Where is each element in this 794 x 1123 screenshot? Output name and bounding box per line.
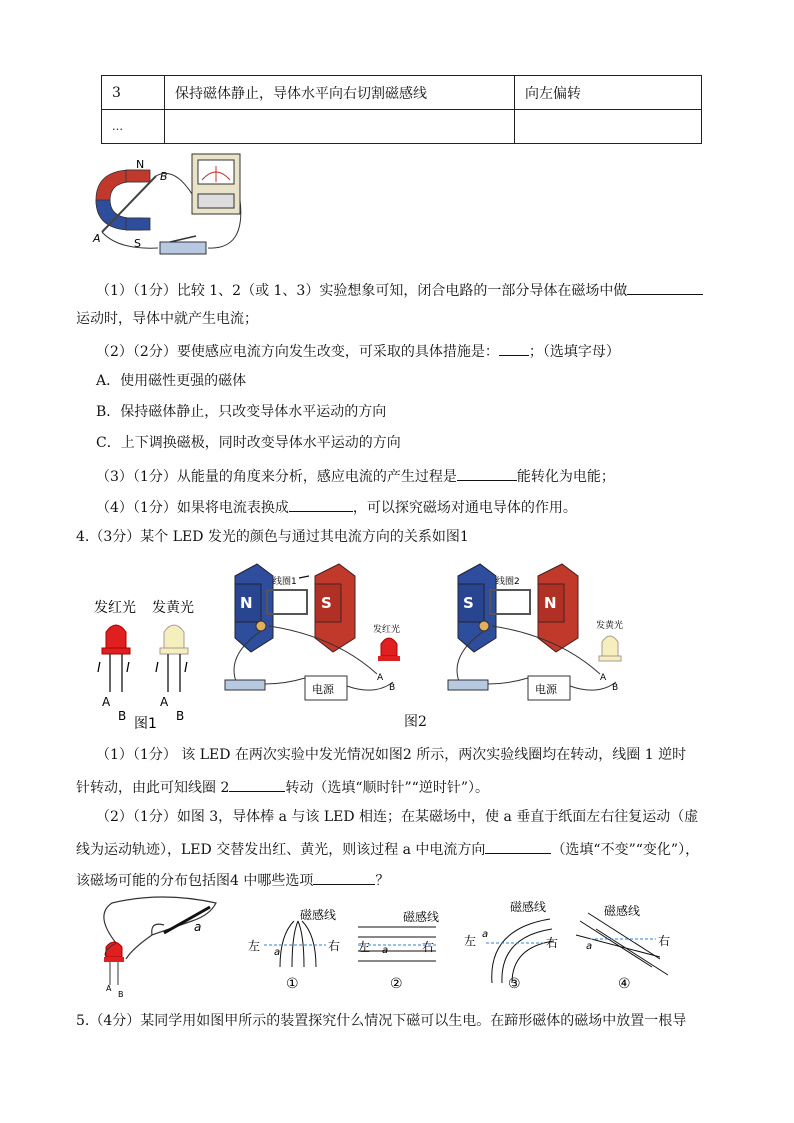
- right-label: 右: [546, 936, 559, 950]
- field-lines-label: 磁感线: [300, 908, 337, 922]
- figure-1-caption: 图1: [134, 716, 157, 732]
- pole-s-label: S: [134, 237, 141, 250]
- table-cell: 向左偏转: [515, 76, 702, 110]
- table-row: [102, 110, 702, 144]
- q3-part2-text: （2）（2分）要使感应电流方向发生改变，可采取的具体措施是：: [96, 344, 499, 360]
- option-c: C．上下调换磁极，同时改变导体水平运动的方向: [96, 435, 401, 451]
- figure-3: [92, 895, 222, 1000]
- right-label: 右: [328, 939, 341, 953]
- q3-part1: [96, 280, 703, 300]
- q4-part2-end: ？: [375, 873, 390, 889]
- current-i-label: I: [97, 661, 101, 676]
- pin-a-label: A: [600, 673, 607, 683]
- pin-b-label: B: [389, 683, 396, 693]
- end-b-label: B: [160, 170, 168, 183]
- left-label: 左: [358, 940, 371, 954]
- option-2-field: [358, 909, 439, 992]
- pin-a-label: A: [377, 673, 384, 683]
- q4-part2: （2）（1分）如图 3，导体棒 a 与该 LED 相连；在某磁场中，使 a 垂直于纸面左右往复运动（虚: [96, 809, 699, 825]
- figure-2-right: [438, 556, 638, 708]
- table-row: [102, 76, 702, 110]
- q4-part1-cont: [76, 777, 489, 797]
- pin-a-label: A: [106, 984, 112, 993]
- option-1-field: [248, 907, 340, 992]
- q5-title: 5.（4分）某同学用如图甲所示的装置探究什么情况下磁可以生电。在蹄形磁体的磁场中放置一根导: [76, 1013, 687, 1029]
- rod-a-label: a: [274, 947, 281, 958]
- rod-a-label: a: [586, 941, 593, 952]
- q3-part3-text: （3）（1分）从能量的角度来分析，感应电流的产生过程是: [96, 469, 457, 485]
- answer-blank[interactable]: [627, 280, 703, 295]
- q4-part2-cont: [76, 839, 699, 859]
- q3-part4: [96, 497, 577, 517]
- q3-part4-end: ，可以探究磁场对通电导体的作用。: [352, 500, 577, 516]
- rod-a-label: a: [482, 929, 489, 940]
- field-lines-label: 磁感线: [510, 900, 547, 914]
- option-4-field: [576, 903, 670, 992]
- q4-part2-mid: （选填“不变”“变化”），: [551, 842, 700, 858]
- coil-2-label: 线圈2: [496, 577, 520, 587]
- q4-part2-text: 线为运动轨迹），LED 交替发出红、黄光，则该过程 a 中电流方向: [76, 842, 486, 858]
- q3-part2-end: ；（选填字母）: [528, 344, 620, 360]
- option-number: ②: [390, 976, 403, 992]
- option-a: A．使用磁性更强的磁体: [96, 373, 247, 389]
- q3-part1-cont: 运动时，导体中就产生电流；: [76, 311, 258, 327]
- left-label: 左: [464, 934, 477, 948]
- yellow-light-label: 发黄光: [596, 621, 624, 631]
- end-a-label: A: [93, 232, 101, 245]
- experiment-figure: [88, 150, 248, 262]
- red-light-label: 发红光: [94, 600, 136, 616]
- pin-b-label: B: [176, 709, 185, 723]
- current-i-label: I: [155, 661, 159, 676]
- rod-a-label: a: [194, 920, 202, 934]
- option-number: ④: [618, 976, 631, 992]
- power-label: 电源: [535, 683, 557, 696]
- figure-2-caption: 图2: [404, 714, 427, 730]
- pole-n-label: N: [240, 594, 253, 612]
- pole-s-label: S: [321, 594, 332, 612]
- right-label: 右: [422, 940, 435, 954]
- q4-part1-end: 转动（选填“顺时针”“逆时针”）。: [285, 780, 489, 796]
- rod-a-label: a: [382, 945, 389, 956]
- current-i-label: I: [184, 661, 188, 676]
- figure-4: [240, 895, 680, 995]
- field-lines-label: 磁感线: [604, 904, 641, 918]
- right-label: 右: [658, 934, 671, 948]
- table-cell: [165, 110, 515, 144]
- answer-blank[interactable]: [499, 341, 529, 356]
- table-cell: …: [102, 110, 165, 144]
- pin-b-label: B: [118, 709, 127, 723]
- q4-part1-text: 针转动，由此可知线圈 2: [76, 780, 230, 796]
- pin-a-label: A: [102, 695, 111, 709]
- pole-n-label: N: [544, 594, 557, 612]
- pin-a-label: A: [160, 695, 169, 709]
- answer-blank[interactable]: [313, 870, 375, 885]
- pin-b-label: B: [118, 990, 124, 999]
- table-cell: [515, 110, 702, 144]
- yellow-light-label: 发黄光: [152, 600, 194, 616]
- pin-b-label: B: [612, 683, 619, 693]
- option-number: ③: [508, 976, 521, 992]
- left-label: 左: [248, 939, 261, 953]
- coil-1-label: 线圈1: [273, 577, 297, 587]
- answer-blank[interactable]: [289, 497, 353, 512]
- q4-part2-text2: 该磁场可能的分布包括图4 中哪些选项: [76, 873, 314, 889]
- table-cell: 保持磁体静止，导体水平向右切割磁感线: [165, 76, 515, 110]
- answer-blank[interactable]: [457, 466, 517, 481]
- power-label: 电源: [312, 683, 334, 696]
- option-number: ①: [286, 976, 299, 992]
- q3-part2: [96, 341, 620, 361]
- experiment-table: [101, 75, 702, 144]
- q3-part3-end: 能转化为电能；: [516, 469, 615, 485]
- red-light-label: 发红光: [373, 625, 401, 635]
- table-cell: 3: [102, 76, 165, 110]
- field-lines-label: 磁感线: [403, 910, 440, 924]
- current-i-label: I: [126, 661, 130, 676]
- q4-title: 4.（3分）某个 LED 发光的颜色与通过其电流方向的关系如图1: [76, 529, 469, 545]
- figure-1: [90, 596, 205, 736]
- figure-2-left: [215, 556, 415, 708]
- option-3-field: [464, 899, 558, 992]
- q3-part3: [96, 466, 615, 486]
- answer-blank[interactable]: [485, 839, 551, 854]
- q4-part1: （1）（1分） 该 LED 在两次实验中发光情况如图2 所示，两次实验线圈均在转动，线圈 1 逆时: [96, 747, 687, 763]
- pole-s-label: S: [463, 594, 474, 612]
- answer-blank[interactable]: [229, 777, 285, 792]
- q4-part2-cont2: [76, 870, 389, 890]
- q3-part4-text: （4）（1分）如果将电流表换成: [96, 500, 289, 516]
- q3-part1-text: （1）（1分）比较 1、2（或 1、3）实验想象可知，闭合电路的一部分导体在磁场中做: [96, 283, 628, 299]
- option-b: B．保持磁体静止，只改变导体水平运动的方向: [96, 404, 387, 420]
- pole-n-label: N: [136, 158, 145, 171]
